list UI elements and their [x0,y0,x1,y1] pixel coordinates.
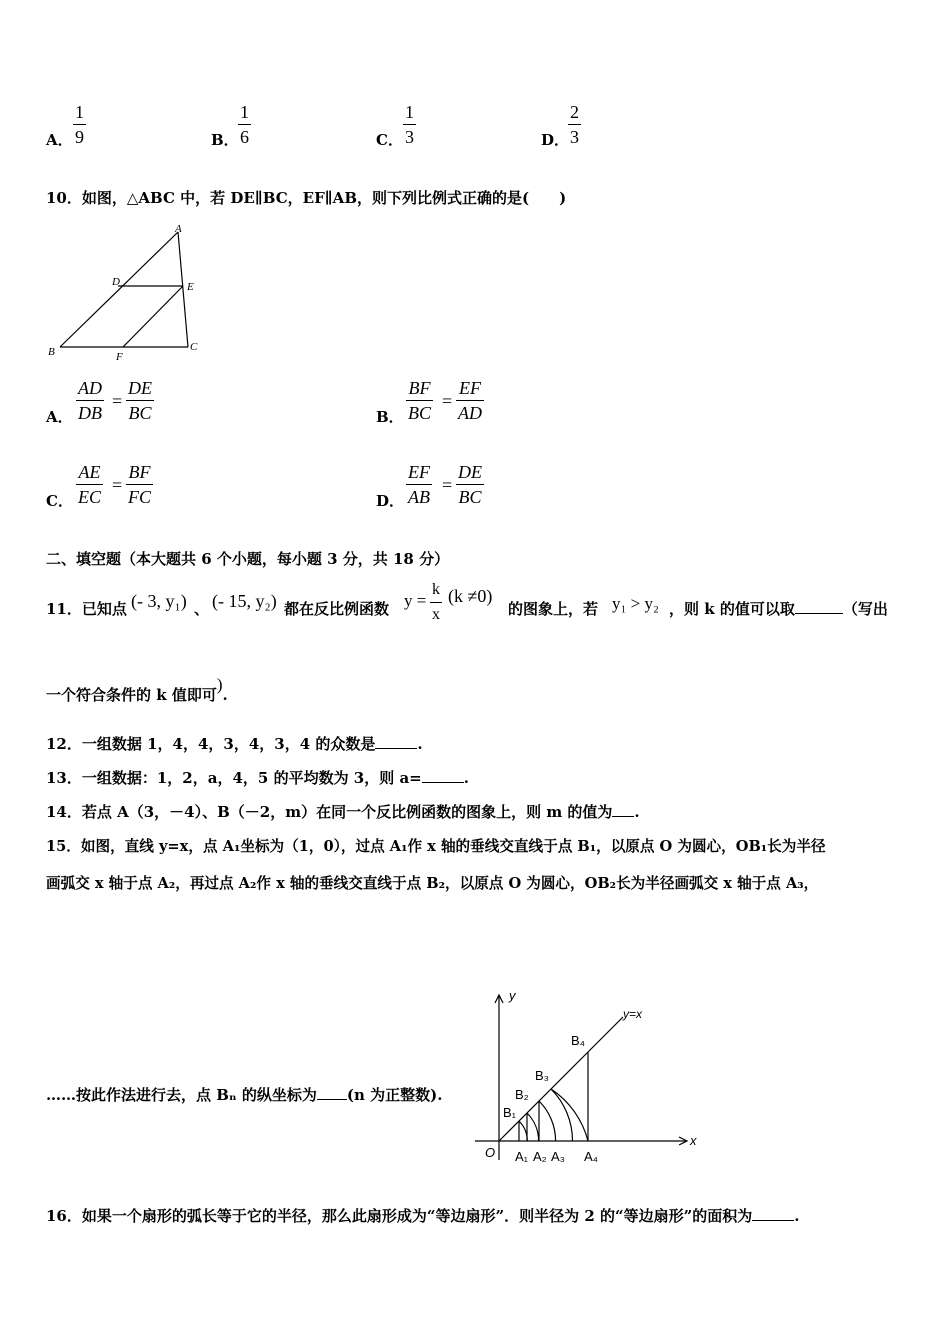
answer-blank[interactable] [317,1085,347,1100]
answer-blank[interactable] [612,802,634,817]
option-letter: A． [46,408,73,426]
answer-blank[interactable] [752,1206,794,1221]
option-letter: D． [376,492,405,510]
equals-sign: = [112,391,123,411]
q12-text: 12．一组数据 1，4，4，3，4，3，4 的众数是 . [46,735,423,753]
section-heading: 二、填空题（本大题共 6 个小题，每小题 3 分，共 18 分） [46,550,450,568]
q16-text: 16．如果一个扇形的弧长等于它的半径，那么此扇形成为“等边扇形”．则半径为 2 的“等边扇形”的面积为 . [46,1207,800,1225]
q11-tail: ，则 k 的值可以取 （写出 [669,600,888,618]
q11-middle: 都在反比例函数 [284,600,390,618]
label-y: y [509,988,516,1003]
answer-blank[interactable] [375,734,417,749]
q15-figure [465,985,705,1175]
q10-text: 10．如图，△ABC 中，若 DE∥BC，EF∥AB，则下列比例式正确的是( ) [46,189,567,207]
q11-function: y = k x (k ≠0) [404,581,493,623]
q15-line2: 画弧交 x 轴于点 A₂，再过点 A₂作 x 轴的垂线交直线于点 B₂，以原点 O 为圆心，OB₂长为半径画弧交 x 轴于点 A₃， [46,875,819,892]
answer-blank[interactable] [795,599,843,614]
option-fraction-left: BF BC [408,378,432,423]
answer-blank[interactable] [422,768,464,783]
q11-point1: (- 3, y₁) [131,591,187,611]
label-c: C [190,341,198,353]
label-a3: A₃ [551,1149,565,1164]
label-o: O [485,1145,496,1160]
label-a: A [175,223,182,235]
q11-inequality: y₁ > y₂ [612,594,659,613]
q15-line3: ……按此作法进行去，点 Bₙ 的纵坐标为 (n 为正整数). [46,1086,443,1104]
label-b1: B₁ [503,1105,517,1120]
option-fraction: 1 3 [405,102,414,147]
arc-5 [551,1089,588,1141]
option-letter: C． [46,492,73,510]
label-a1: A₁ [515,1149,529,1164]
label-b4: B₄ [571,1033,585,1048]
option-letter: B． [211,131,239,149]
label-b3: B₃ [535,1068,549,1083]
label-d: D [112,276,120,288]
option-fraction-right: EF AD [458,378,482,423]
option-fraction-right: DE BC [128,378,152,423]
option-fraction-left: EF AB [408,462,430,507]
q11-prefix: 11．已知点 [46,600,127,618]
q11-separator: 、 [194,600,210,618]
arc-3 [539,1101,556,1141]
q15-line1: 15．如图，直线 y=x，点 A₁坐标为（1，0），过点 A₁作 x 轴的垂线交直线于点 B₁，以原点 O 为圆心，OB₁长为半径 [46,838,826,855]
q10-triangle-figure [40,222,210,364]
label-b: B [48,346,55,358]
q11-line2: 一个符合条件的 k 值即可). [46,675,228,704]
option-letter: B． [376,408,404,426]
label-a4: A₄ [584,1149,598,1164]
arc-2 [527,1113,539,1141]
line-y-equals-x [499,1017,623,1141]
label-f: F [116,351,123,363]
side-ab [60,232,178,347]
label-e: E [187,281,194,293]
q14-text: 14．若点 A（3，－4）、B（－2，m）在同一个反比例函数的图象上，则 m 的值为 . [46,803,640,821]
equals-sign: = [442,475,453,495]
label-a2: A₂ [533,1149,547,1164]
segment-ef [123,286,183,347]
equals-sign: = [112,475,123,495]
arc-1 [519,1121,527,1141]
option-fraction: 1 9 [75,102,84,147]
option-fraction-left: AE EC [78,462,102,507]
option-letter: A． [46,131,73,149]
label-b2: B₂ [515,1087,529,1102]
option-fraction-right: DE BC [458,462,482,507]
label-line: y=x [623,1007,643,1021]
label-x: x [690,1133,697,1148]
q11-function-fraction: k x [432,581,440,623]
option-fraction-left: AD DB [78,378,102,423]
q11-point2: (- 15, y₂) [212,591,277,611]
option-fraction-right: BF FC [128,462,152,507]
equals-sign: = [442,391,453,411]
option-letter: C． [376,131,403,149]
option-fraction: 1 6 [240,102,249,147]
q11-after: 的图象上，若 [508,600,599,618]
q13-text: 13．一组数据：1，2，a，4，5 的平均数为 3，则 a= . [46,769,469,787]
option-letter: D． [541,131,570,149]
option-fraction: 2 3 [570,102,579,147]
